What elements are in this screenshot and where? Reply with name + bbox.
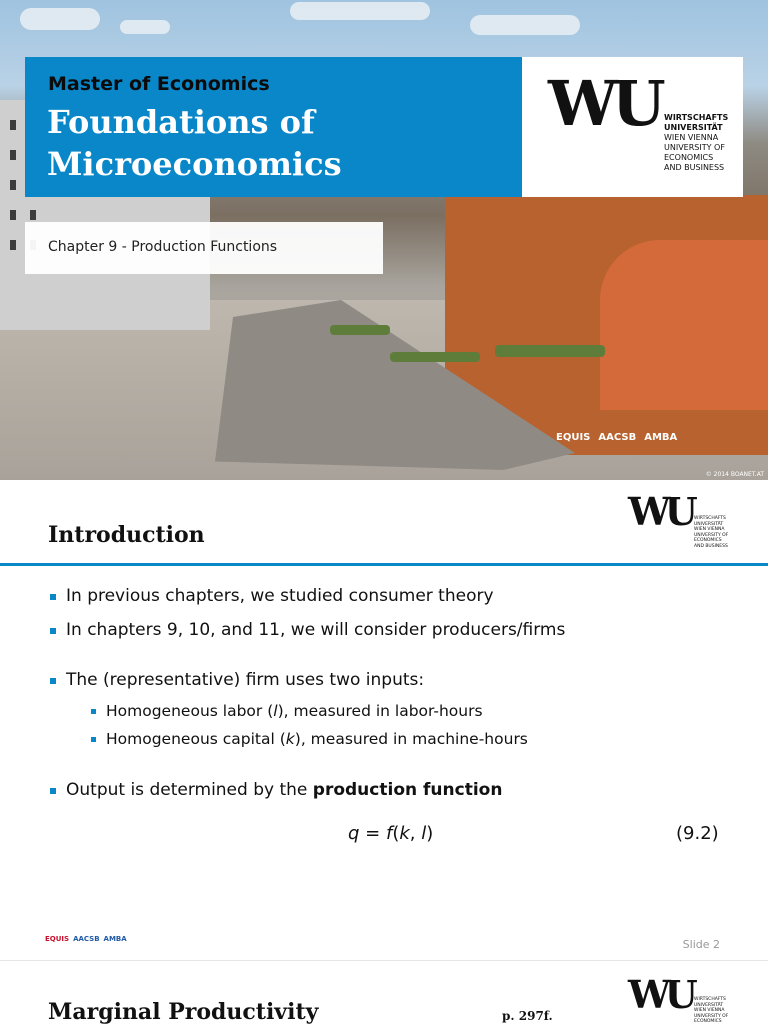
logo-line: UNIVERSITY OF — [694, 532, 729, 538]
planter — [495, 345, 605, 357]
logo-line: AND BUSINESS — [664, 163, 725, 172]
aacsb-logo: AACSB — [598, 432, 637, 443]
logo-line: WIRTSCHAFTS — [694, 997, 726, 1002]
sub-bullet-text: ), measured in machine-hours — [294, 730, 528, 748]
logo-line: UNIVERSITÄT — [694, 521, 724, 527]
title-slide — [0, 0, 768, 480]
wu-logo-box — [522, 57, 743, 197]
logo-line: ECONOMICS — [664, 153, 714, 162]
math-operator: = — [359, 823, 386, 844]
math-operator: , — [409, 823, 422, 844]
amba-logo: AMBA — [644, 432, 678, 443]
sub-bullet-item — [106, 702, 483, 720]
logo-line: ECONOMICS — [694, 1019, 722, 1024]
chapter-box — [25, 222, 383, 274]
bullet-text: The (representative) firm uses two inputs: — [66, 670, 425, 690]
logo-line: WIRTSCHAFTS — [664, 113, 729, 122]
sub-bullet-item — [106, 730, 528, 748]
logo-line: WIRTSCHAFTS — [694, 516, 726, 521]
production-function-equation — [348, 823, 433, 844]
title-box — [25, 57, 522, 197]
logo-line: UNIVERSITÄT — [664, 123, 723, 132]
chapter-label: Chapter 9 - Production Functions — [48, 239, 278, 255]
logo-line: WIEN VIENNA — [694, 1008, 725, 1013]
bullet-square-icon — [91, 709, 96, 714]
math-variable: l — [273, 702, 278, 720]
bullet-square-icon — [91, 737, 96, 742]
bullet-text: In previous chapters, we studied consumer theory — [66, 586, 494, 606]
course-title-line: Foundations of — [47, 103, 315, 141]
logo-line: UNIVERSITY OF — [694, 1013, 729, 1019]
marginal-productivity-slide — [0, 961, 768, 1024]
equis-logo: EQUIS — [45, 935, 70, 943]
slide-number: Slide 2 — [682, 938, 720, 951]
bullet-square-icon — [50, 678, 56, 684]
footer-accreditation-logos — [45, 935, 127, 943]
bullet-square-icon — [50, 594, 56, 600]
logo-line: WIEN VIENNA — [664, 133, 719, 142]
bullet-item — [66, 670, 424, 690]
logo-line: UNIVERSITÄT — [694, 1002, 724, 1008]
title-rule — [0, 563, 768, 566]
sub-bullet-text: Homogeneous capital ( — [106, 730, 286, 748]
math-variable: l — [421, 823, 427, 844]
amba-logo: AMBA — [103, 935, 127, 943]
bullet-square-icon — [50, 788, 56, 794]
planter — [390, 352, 480, 362]
bullet-text: Output is determined by the — [66, 780, 313, 800]
wu-logo-mark: WU — [628, 489, 692, 534]
logo-line: WIEN VIENNA — [694, 527, 725, 532]
wu-logo-mark: WU — [548, 67, 660, 140]
bullet-text: In chapters 9, 10, and 11, we will consider producers/firms — [66, 620, 566, 640]
math-variable: q — [348, 823, 360, 844]
bullet-item — [66, 780, 502, 800]
wu-logo-text — [694, 516, 728, 549]
cloud — [290, 2, 430, 20]
logo-line: AND BUSINESS — [694, 543, 728, 549]
page-reference: p. 297f. — [502, 1009, 553, 1023]
bullet-item — [66, 586, 494, 606]
cloud — [20, 8, 100, 30]
bold-term: production function — [312, 780, 503, 800]
course-title-line: Microeconomics — [47, 145, 342, 183]
cloud — [120, 20, 170, 34]
program-kicker: Master of Economics — [48, 73, 270, 95]
bullet-item — [66, 620, 565, 640]
planter — [330, 325, 390, 335]
sub-bullet-text: ), measured in labor-hours — [277, 702, 483, 720]
equation-number: (9.2) — [676, 823, 719, 844]
building-right-curved — [600, 240, 768, 410]
math-operator: ) — [426, 823, 434, 844]
equis-logo: EQUIS — [556, 432, 591, 443]
course-title — [47, 101, 342, 185]
wu-logo-text — [694, 997, 728, 1024]
sub-bullet-text: Homogeneous labor ( — [106, 702, 274, 720]
photo-copyright: © 2014 BOANET.AT — [705, 471, 764, 478]
slide-title: Introduction — [48, 522, 205, 548]
logo-line: UNIVERSITY OF — [664, 143, 725, 152]
accreditation-logos — [556, 432, 677, 443]
math-operator: ( — [392, 823, 400, 844]
math-variable: k — [285, 730, 295, 748]
slide-title: Marginal Productivity — [48, 999, 319, 1024]
math-variable: f — [385, 823, 393, 844]
wu-logo-mark: WU — [628, 972, 692, 1017]
logo-line: ECONOMICS — [694, 538, 722, 543]
math-variable: k — [399, 823, 410, 844]
aacsb-logo: AACSB — [73, 935, 100, 943]
cloud — [470, 15, 580, 35]
introduction-slide — [0, 480, 768, 960]
wu-logo-text — [664, 113, 728, 173]
bullet-square-icon — [50, 628, 56, 634]
